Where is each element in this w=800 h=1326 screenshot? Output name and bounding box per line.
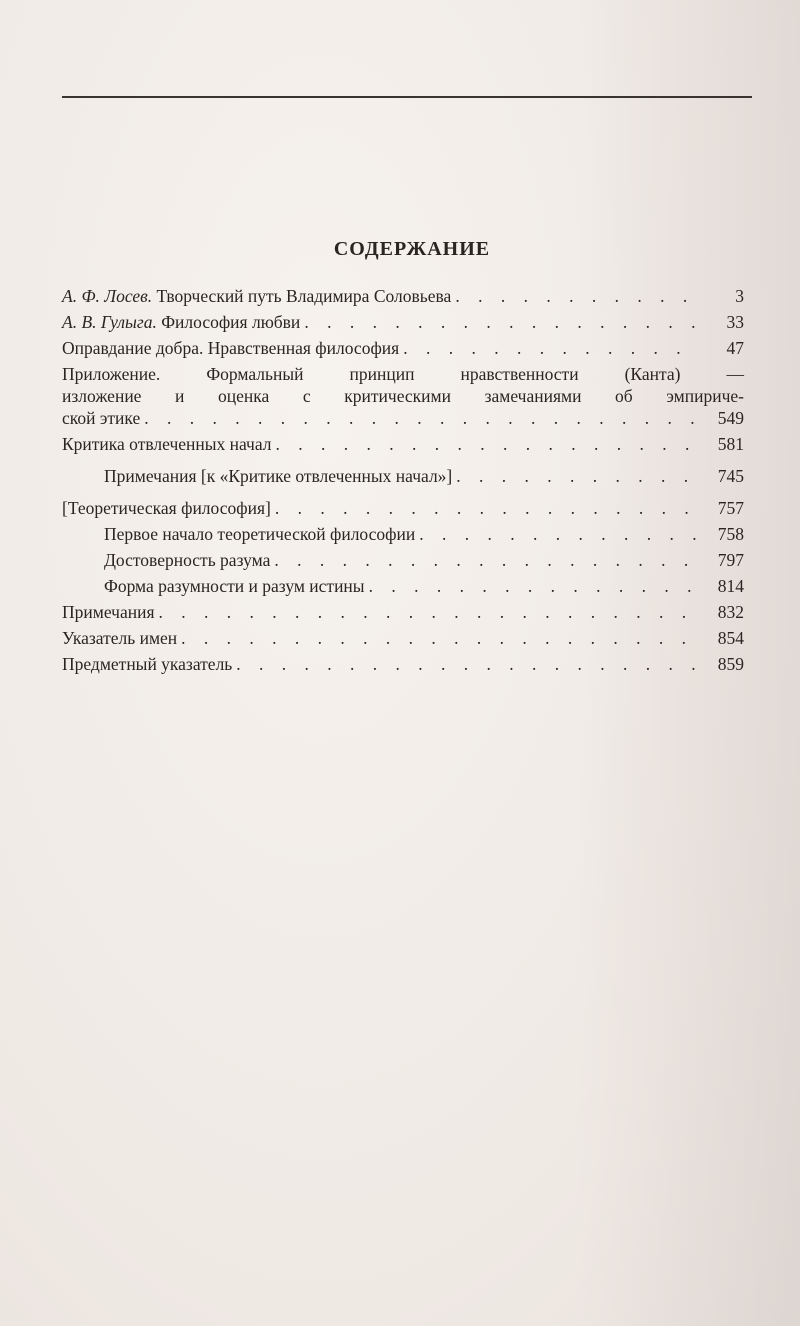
entry-page: 47 [726,338,744,358]
entry-title: Примечания [к «Критике отвлеченных начал»] [104,466,453,486]
entry-page: 581 [717,434,744,454]
entry-author: А. В. Гулыга. [62,312,157,332]
entry-title: Критика отвлеченных начал [62,434,272,454]
dot-leader [275,497,698,519]
header-rule [62,96,752,98]
toc-entry-name-index [62,627,744,649]
dot-leader [403,337,698,359]
entry-title: Примечания [62,602,155,622]
toc-entry-reason-certainty [62,549,744,571]
toc-entry-opravdanie [62,337,744,359]
dot-leader [144,407,698,429]
entry-title: Философия любви [161,312,301,332]
entry-page: 33 [726,312,744,332]
toc-entry-theoretical [62,497,744,519]
entry-page: 832 [717,602,744,622]
entry-title: Первое начало теоретической философии [104,524,416,544]
entry-page: 3 [735,286,744,306]
entry-page: 797 [717,550,744,570]
entry-title-line3: ской этике [62,408,141,428]
dot-leader [455,285,698,307]
entry-page: 758 [717,524,744,544]
table-of-contents [62,238,744,679]
dot-leader [159,601,698,623]
toc-entry-form-of-reason [62,575,744,597]
entry-title: Форма разумности и разум истины [104,576,365,596]
entry-title: [Теоретическая философия] [62,498,271,518]
toc-entry-prilozhenie [62,363,744,429]
toc-entry-kritika-notes [62,465,744,487]
dot-leader [236,653,698,675]
toc-entry-losev [62,285,744,307]
entry-page: 854 [717,628,744,648]
entry-page: 814 [717,576,744,596]
entry-page: 549 [717,408,744,428]
toc-entry-subject-index [62,653,744,675]
entry-title-line2: изложение и оценка с критическими замечаниями об эмпириче- [62,386,744,406]
dot-leader [456,465,698,487]
toc-entry-gulyga [62,311,744,333]
dot-leader [304,311,698,333]
entry-title: Указатель имен [62,628,178,648]
entry-page: 745 [717,466,744,486]
toc-entry-notes [62,601,744,623]
entry-title: Оправдание добра. Нравственная философия [62,338,400,358]
toc-entry-first-principle [62,523,744,545]
dot-leader [181,627,698,649]
entry-title: Творческий путь Владимира Соловьева [156,286,452,306]
entry-page: 757 [717,498,744,518]
dot-leader [274,549,698,571]
dot-leader [276,433,698,455]
entry-title: Достоверность разума [104,550,271,570]
entry-title-line1: Приложение. Формальный принцип нравственности (Канта) — [62,364,744,384]
toc-entry-kritika [62,433,744,455]
dot-leader [369,575,698,597]
dot-leader [419,523,698,545]
entry-title: Предметный указатель [62,654,233,674]
entry-author: А. Ф. Лосев. [62,286,153,306]
entry-page: 859 [717,654,744,674]
toc-title: СОДЕРЖАНИЕ [333,238,491,260]
